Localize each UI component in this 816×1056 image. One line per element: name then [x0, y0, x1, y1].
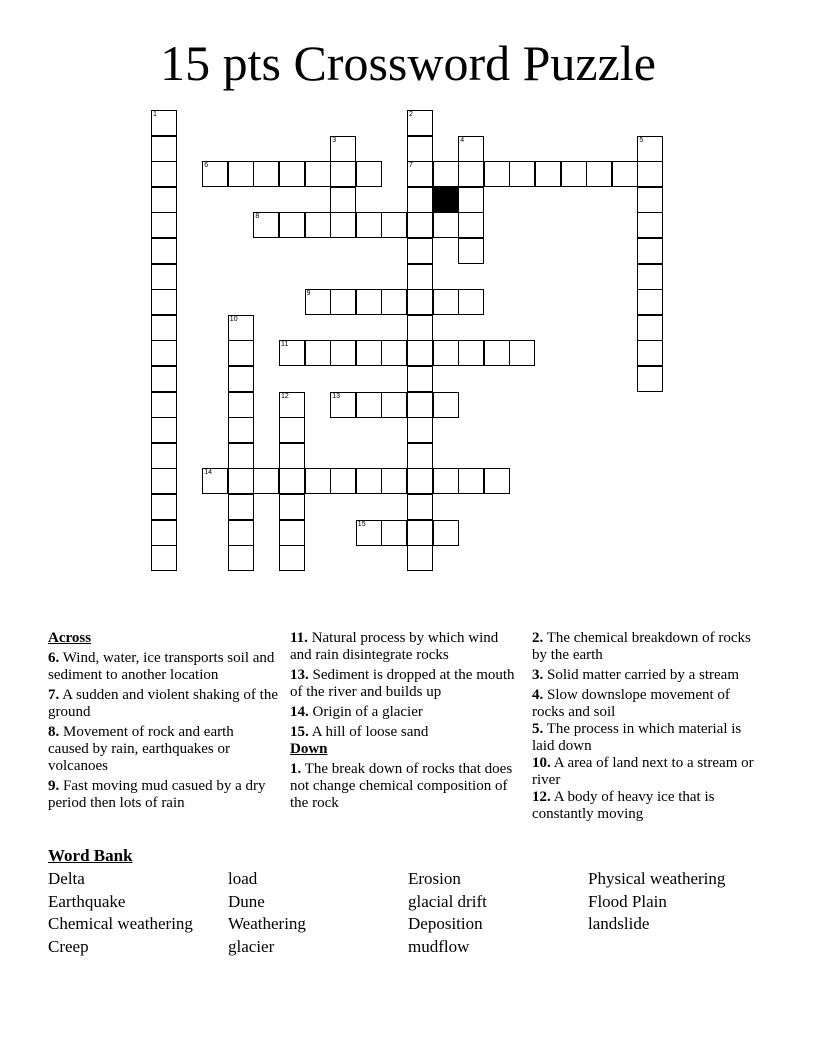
grid-cell	[433, 161, 459, 187]
grid-cell	[381, 468, 407, 494]
grid-cell	[381, 289, 407, 315]
clue-down-4: 4. Slow downslope movement of rocks and soil	[532, 687, 730, 720]
grid-cell	[356, 340, 382, 366]
across-heading: Across	[48, 630, 92, 646]
grid-cell	[228, 315, 254, 341]
grid-cell	[612, 161, 638, 187]
word-bank-title: Word Bank	[48, 846, 133, 865]
grid-cell	[202, 161, 228, 187]
word-bank-item: Chemical weathering	[48, 914, 193, 933]
grid-cell	[151, 289, 177, 315]
grid-cell	[458, 289, 484, 315]
grid-cell	[407, 110, 433, 136]
grid-cell	[458, 161, 484, 187]
grid-cell	[407, 315, 433, 341]
grid-cell	[228, 161, 254, 187]
grid-cell	[330, 161, 356, 187]
grid-cell	[407, 187, 433, 213]
grid-cell	[228, 392, 254, 418]
grid-cell-number: 10	[229, 315, 238, 323]
clue-across-11: 11. Natural process by which wind and rain disintegrate rocks	[290, 630, 499, 663]
grid-cell	[637, 289, 663, 315]
grid-cell	[330, 212, 356, 238]
grid-cell	[637, 315, 663, 341]
grid-cell	[151, 161, 177, 187]
grid-cell	[305, 289, 331, 315]
grid-cell	[433, 289, 459, 315]
grid-cell	[484, 340, 510, 366]
word-bank-item: glacial drift	[408, 892, 487, 911]
grid-cell	[151, 264, 177, 290]
grid-cell	[407, 545, 433, 571]
grid-cell	[407, 443, 433, 469]
grid-cell-number: 9	[306, 290, 311, 298]
word-bank-item: Delta	[48, 869, 85, 888]
grid-cell	[279, 494, 305, 520]
grid-cell	[407, 264, 433, 290]
clue-column-2	[290, 630, 516, 815]
grid-cell	[458, 468, 484, 494]
grid-cell	[509, 161, 535, 187]
grid-cell	[637, 238, 663, 264]
grid-cell-number: 6	[204, 162, 209, 170]
grid-cell	[637, 340, 663, 366]
grid-cell-number: 13	[332, 392, 340, 400]
grid-cell	[279, 443, 305, 469]
grid-cell-number: 2	[409, 111, 413, 118]
grid-cell	[151, 212, 177, 238]
clue-across-7: 7. A sudden and violent shaking of the ground	[48, 687, 278, 720]
grid-cell	[561, 161, 587, 187]
grid-cell-number: 1	[153, 111, 157, 118]
clue-across-8: 8. Movement of rock and earth caused by rain, earthquakes or volcanoes	[48, 724, 234, 774]
grid-cell	[151, 494, 177, 520]
grid-cell	[253, 212, 279, 238]
grid-cell	[151, 417, 177, 443]
grid-cell	[228, 417, 254, 443]
grid-cell	[433, 392, 459, 418]
grid-cell-number: 11	[281, 341, 289, 349]
grid-cell	[458, 238, 484, 264]
grid-cell	[305, 212, 331, 238]
grid-cell	[305, 340, 331, 366]
word-bank-item: Weathering	[228, 914, 306, 933]
grid-cell	[484, 468, 510, 494]
clue-down-12: 12. A body of heavy ice that is constantly moving	[532, 789, 715, 822]
clue-down-5: 5. The process in which material is laid down	[532, 721, 742, 754]
clue-down-3: 3. Solid matter carried by a stream	[532, 667, 740, 683]
grid-cell	[637, 187, 663, 213]
grid-cell	[407, 238, 433, 264]
clue-down-2: 2. The chemical breakdown of rocks by the earth	[532, 630, 751, 663]
down-heading: Down	[290, 741, 328, 757]
word-bank-item: Earthquake	[48, 892, 126, 911]
grid-cell	[637, 212, 663, 238]
grid-cell	[151, 340, 177, 366]
word-bank-item: Physical weathering	[588, 869, 726, 888]
grid-cell	[356, 161, 382, 187]
grid-cell-number: 15	[357, 520, 366, 528]
clue-across-14: 14. Origin of a glacier	[290, 704, 423, 720]
clue-down-1: 1. The break down of rocks that does not change chemical composition of the rock	[290, 761, 513, 811]
word-bank-item: glacier	[228, 937, 275, 956]
grid-cell	[535, 161, 561, 187]
grid-cell	[330, 468, 356, 494]
grid-cell	[279, 392, 305, 418]
clue-across-6: 6. Wind, water, ice transports soil and sediment to another location	[48, 650, 275, 683]
grid-cell	[151, 366, 177, 392]
grid-cell	[279, 468, 305, 494]
grid-cell	[228, 520, 254, 546]
grid-cell-number: 3	[332, 136, 337, 144]
grid-cell	[330, 187, 356, 213]
grid-cell-number: 12	[281, 392, 289, 400]
grid-cell	[330, 340, 356, 366]
grid-cell	[637, 161, 663, 187]
grid-cell	[330, 136, 356, 162]
word-bank-item: Dune	[228, 892, 265, 911]
grid-cell	[407, 468, 433, 494]
grid-cell	[253, 468, 279, 494]
word-bank-item: load	[228, 869, 258, 888]
grid-cell	[151, 520, 177, 546]
grid-cell	[356, 289, 382, 315]
word-bank-item: landslide	[588, 914, 650, 933]
grid-cell	[279, 161, 305, 187]
grid-cell-number: 14	[204, 469, 212, 477]
grid-cell	[151, 392, 177, 418]
word-bank-item: Creep	[48, 937, 89, 956]
grid-cell	[279, 545, 305, 571]
grid-cell	[433, 520, 459, 546]
grid-cell	[356, 520, 382, 546]
grid-cell	[228, 545, 254, 571]
grid-cell	[433, 468, 459, 494]
grid-cell	[407, 392, 433, 418]
grid-cell	[356, 212, 382, 238]
grid-cell-number: 8	[255, 213, 260, 221]
grid-cell	[151, 187, 177, 213]
grid-cell	[279, 212, 305, 238]
grid-cell-number: 5	[639, 136, 644, 144]
grid-cell	[407, 417, 433, 443]
grid-cell	[228, 443, 254, 469]
grid-cell	[356, 468, 382, 494]
grid-cell	[279, 417, 305, 443]
grid-cell	[484, 161, 510, 187]
word-bank-item: Erosion	[408, 869, 461, 888]
grid-cell	[407, 340, 433, 366]
page-title: 15 pts Crossword Puzzle	[160, 35, 656, 91]
grid-cell	[381, 520, 407, 546]
grid-cell	[151, 443, 177, 469]
word-bank-item: Deposition	[408, 914, 483, 933]
grid-cell	[330, 289, 356, 315]
word-bank-item: Flood Plain	[588, 892, 667, 911]
blocked-cell	[433, 187, 459, 213]
grid-cell-number: 7	[409, 162, 413, 170]
grid-cell	[407, 494, 433, 520]
grid-cell	[305, 468, 331, 494]
grid-cell	[407, 161, 433, 187]
grid-cell	[458, 212, 484, 238]
grid-cell	[228, 468, 254, 494]
word-bank-item: mudflow	[408, 937, 470, 956]
clue-column-1	[48, 630, 278, 815]
grid-cell	[330, 392, 356, 418]
grid-cell	[433, 340, 459, 366]
grid-cell	[381, 212, 407, 238]
grid-cell	[458, 187, 484, 213]
grid-cell	[151, 136, 177, 162]
grid-cell	[637, 264, 663, 290]
clue-column-3	[532, 630, 758, 826]
grid-cell	[356, 392, 382, 418]
grid-cell	[458, 136, 484, 162]
grid-cell-number: 4	[460, 136, 465, 144]
grid-cell	[228, 366, 254, 392]
clue-across-9: 9. Fast moving mud casued by a dry period then lots of rain	[48, 778, 266, 811]
grid-cell	[228, 494, 254, 520]
grid-cell	[151, 238, 177, 264]
grid-cell	[279, 340, 305, 366]
grid-cell	[458, 340, 484, 366]
grid-cell	[433, 212, 459, 238]
grid-cell	[151, 110, 177, 136]
clue-down-10: 10. A area of land next to a stream or river	[532, 755, 754, 788]
grid-cell	[151, 315, 177, 341]
grid-cell	[151, 545, 177, 571]
grid-cell	[407, 136, 433, 162]
grid-cell	[381, 392, 407, 418]
grid-cell	[637, 366, 663, 392]
grid-cell	[407, 366, 433, 392]
grid-cell	[381, 340, 407, 366]
grid-cell	[228, 340, 254, 366]
grid-cell	[305, 161, 331, 187]
clue-across-13: 13. Sediment is dropped at the mouth of the river and builds up	[290, 667, 515, 700]
grid-cell	[509, 340, 535, 366]
grid-cell	[637, 136, 663, 162]
grid-cell	[586, 161, 612, 187]
grid-cell	[253, 161, 279, 187]
grid-cell	[279, 520, 305, 546]
grid-cell	[407, 289, 433, 315]
grid-cell	[407, 212, 433, 238]
grid-cell	[202, 468, 228, 494]
grid-cell	[407, 520, 433, 546]
clue-across-15: 15. A hill of loose sand	[290, 724, 429, 740]
grid-cell	[151, 468, 177, 494]
